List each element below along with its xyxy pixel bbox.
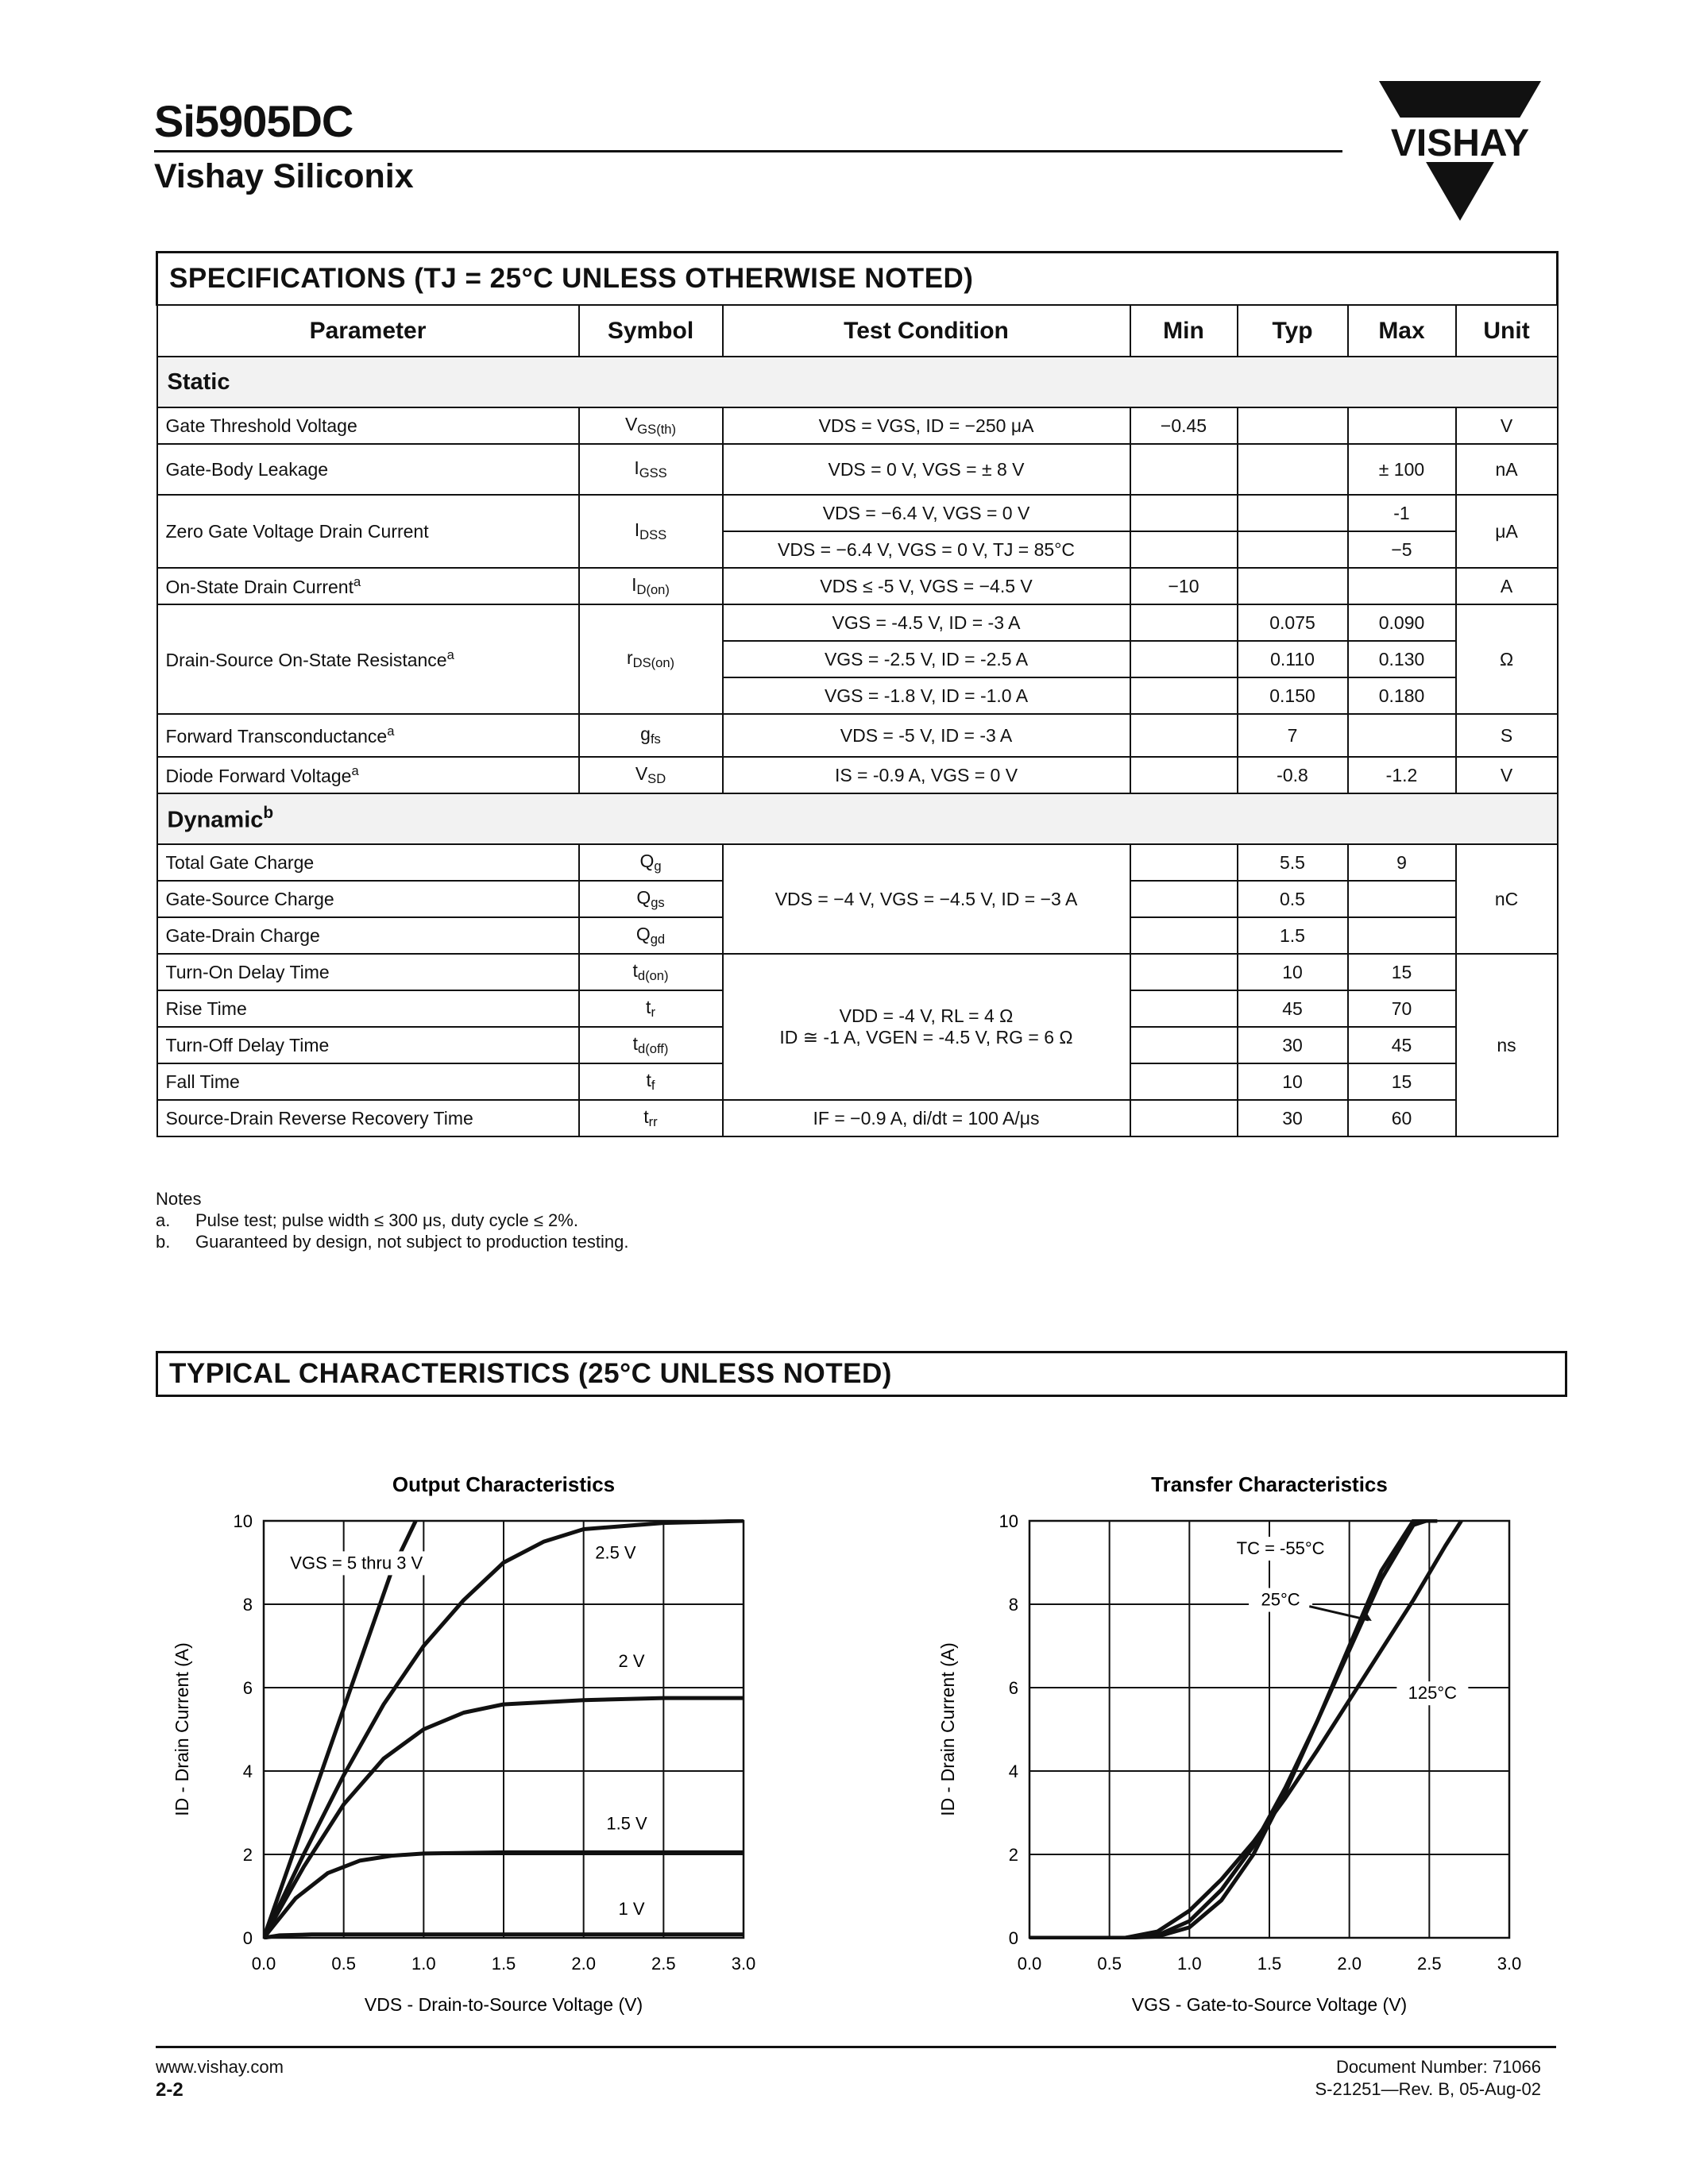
max-cell: ± 100 <box>1348 444 1456 495</box>
typical-characteristics-title: TYPICAL CHARACTERISTICS (25°C UNLESS NOTED) <box>156 1351 1567 1397</box>
x-axis-label: VGS - Gate-to-Source Voltage (V) <box>1131 1994 1408 2015</box>
unit-cell: Ω <box>1456 604 1558 714</box>
param-cell: Forward Transconductance$^a$ <box>157 714 579 757</box>
document-number: Document Number: 71066 <box>1335 2057 1541 2077</box>
max-cell: 9 <box>1348 844 1456 881</box>
revision: S-21251—Rev. B, 05-Aug-02 <box>1315 2079 1541 2099</box>
y-tick-label: 6 <box>1008 1678 1018 1698</box>
logo-text: VISHAY <box>1390 122 1530 164</box>
x-tick-label: 0.5 <box>331 1954 356 1974</box>
condition-cell: IS = -0.9 A, VGS = 0 V <box>723 757 1130 793</box>
symbol-cell: $t_r$ <box>579 990 723 1027</box>
symbol-cell: $g_{fs}$ <box>579 714 723 757</box>
unit-cell: V <box>1456 407 1558 444</box>
symbol-cell: $V_{SD}$ <box>579 757 723 793</box>
symbol-cell: $I_{GSS}$ <box>579 444 723 495</box>
symbol-cell: $t_{d(off)}$ <box>579 1027 723 1063</box>
param-cell: Zero Gate Voltage Drain Current <box>157 495 579 568</box>
typ-cell: 1.5 <box>1238 917 1348 954</box>
max-cell: -1.2 <box>1348 757 1456 793</box>
y-tick-label: 10 <box>233 1511 253 1531</box>
max-cell: 70 <box>1348 990 1456 1027</box>
symbol-cell: $Q_g$ <box>579 844 723 881</box>
footer-rule <box>156 2046 1556 2048</box>
table-row <box>157 444 1558 495</box>
condition-cell: VGS = -4.5 V, ID = -3 A <box>723 604 1130 641</box>
symbol-cell: $r_{DS(on)}$ <box>579 604 723 714</box>
x-tick-label: 0.5 <box>1097 1954 1122 1974</box>
notes <box>156 1188 628 1252</box>
typ-cell: 5.5 <box>1238 844 1348 881</box>
max-cell: 45 <box>1348 1027 1456 1063</box>
unit-cell: nA <box>1456 444 1558 495</box>
arrow-line <box>1309 1607 1368 1620</box>
series-label: TC = -55°C <box>1236 1538 1325 1558</box>
typ-cell: 45 <box>1238 990 1348 1027</box>
y-axis-label: ID - Drain Current (A) <box>937 1642 958 1816</box>
param-cell: Gate-Source Charge <box>157 881 579 917</box>
unit-cell: nC <box>1456 844 1558 954</box>
series-label: 25°C <box>1261 1589 1300 1610</box>
max-cell: 0.090 <box>1348 604 1456 641</box>
y-tick-label: 4 <box>242 1761 253 1781</box>
param-cell: Total Gate Charge <box>157 844 579 881</box>
condition-cell: VDS = VGS, ID = −250 μA <box>723 407 1130 444</box>
section-dynamic: Dynamic$^b$ <box>157 793 1558 844</box>
max-cell: 15 <box>1348 1063 1456 1100</box>
vishay-logo <box>1373 78 1547 225</box>
y-axis-label: ID - Drain Current (A) <box>172 1642 192 1816</box>
min-cell: −0.45 <box>1130 407 1238 444</box>
min-cell: −10 <box>1130 568 1238 604</box>
series-label: VGS = 5 thru 3 V <box>290 1553 423 1573</box>
param-cell: Diode Forward Voltage$^a$ <box>157 757 579 793</box>
condition-cell: VDS = −4 V, VGS = −4.5 V, ID = −3 A <box>723 844 1130 954</box>
series-line <box>1029 1521 1462 1938</box>
y-tick-label: 8 <box>1008 1595 1018 1615</box>
max-cell: 0.180 <box>1348 677 1456 714</box>
typ-cell: 10 <box>1238 1063 1348 1100</box>
condition-cell: VGS = -1.8 V, ID = -1.0 A <box>723 677 1130 714</box>
specifications-table <box>156 251 1559 1137</box>
table-row <box>157 568 1558 604</box>
y-tick-label: 2 <box>242 1845 253 1865</box>
condition-cell: VDS ≤ -5 V, VGS = −4.5 V <box>723 568 1130 604</box>
col-header-typ: Typ <box>1238 305 1348 357</box>
table-row <box>157 714 1558 757</box>
param-cell: On-State Drain Current$^a$ <box>157 568 579 604</box>
note-b-label: b. <box>156 1232 171 1252</box>
series-label: 2 V <box>618 1650 645 1671</box>
col-header-unit: Unit <box>1456 305 1558 357</box>
x-tick-label: 2.0 <box>1337 1954 1362 1974</box>
header-rule <box>154 150 1342 152</box>
param-cell: Rise Time <box>157 990 579 1027</box>
x-tick-label: 0.0 <box>251 1954 276 1974</box>
chart-title: Output Characteristics <box>392 1472 616 1496</box>
symbol-cell: $Q_{gs}$ <box>579 881 723 917</box>
y-tick-label: 0 <box>1008 1928 1018 1948</box>
table-row <box>157 407 1558 444</box>
col-header-symbol: Symbol <box>579 305 723 357</box>
param-cell: Fall Time <box>157 1063 579 1100</box>
symbol-cell: $t_{d(on)}$ <box>579 954 723 990</box>
typ-cell: 0.075 <box>1238 604 1348 641</box>
chart-title: Transfer Characteristics <box>1151 1472 1388 1496</box>
symbol-cell: $I_{D(on)}$ <box>579 568 723 604</box>
param-cell: Gate Threshold Voltage <box>157 407 579 444</box>
param-cell: Source-Drain Reverse Recovery Time <box>157 1100 579 1136</box>
x-axis-label: VDS - Drain-to-Source Voltage (V) <box>364 1994 643 2015</box>
x-tick-label: 1.0 <box>1177 1954 1202 1974</box>
table-row <box>157 954 1558 990</box>
typ-cell: 10 <box>1238 954 1348 990</box>
x-tick-label: 1.0 <box>411 1954 436 1974</box>
note-a-label: a. <box>156 1210 171 1230</box>
condition-cell: VDS = −6.4 V, VGS = 0 V, TJ = 85°C <box>723 531 1130 568</box>
max-cell: 15 <box>1348 954 1456 990</box>
switching-condition-1: VDD = -4 V, RL = 4 Ω <box>839 1005 1014 1026</box>
y-tick-label: 0 <box>242 1928 253 1948</box>
transfer-characteristics-chart <box>921 1461 1557 2025</box>
param-cell: Turn-Off Delay Time <box>157 1027 579 1063</box>
typ-cell: 30 <box>1238 1100 1348 1136</box>
switching-condition-2: ID ≅ -1 A, VGEN = -4.5 V, RG = 6 Ω <box>779 1027 1073 1048</box>
symbol-cell: $Q_{gd}$ <box>579 917 723 954</box>
symbol-cell: $t_f$ <box>579 1063 723 1100</box>
x-tick-label: 3.0 <box>731 1954 756 1974</box>
section-static: Static <box>157 357 1558 407</box>
unit-cell: V <box>1456 757 1558 793</box>
max-cell: −5 <box>1348 531 1456 568</box>
series-label: 125°C <box>1408 1683 1458 1704</box>
x-tick-label: 1.5 <box>491 1954 516 1974</box>
typ-cell: 7 <box>1238 714 1348 757</box>
note-a: Pulse test; pulse width ≤ 300 μs, duty cycle ≤ 2%. <box>195 1210 578 1230</box>
max-cell: 0.130 <box>1348 641 1456 677</box>
footer-url[interactable]: www.vishay.com <box>156 2057 284 2077</box>
symbol-cell: $I_{DSS}$ <box>579 495 723 568</box>
series-line <box>264 1521 415 1938</box>
col-header-parameter: Parameter <box>157 305 579 357</box>
page-number: 2-2 <box>156 2079 183 2101</box>
col-header-test-condition: Test Condition <box>723 305 1130 357</box>
param-cell: Gate-Drain Charge <box>157 917 579 954</box>
y-tick-label: 10 <box>999 1511 1018 1531</box>
part-number: Si5905DC <box>154 96 353 146</box>
typ-cell: 30 <box>1238 1027 1348 1063</box>
condition-cell: VGS = -2.5 V, ID = -2.5 A <box>723 641 1130 677</box>
y-tick-label: 8 <box>242 1595 253 1615</box>
typ-cell: 0.150 <box>1238 677 1348 714</box>
manufacturer-name: Vishay Siliconix <box>154 157 414 195</box>
typ-cell: -0.8 <box>1238 757 1348 793</box>
table-row <box>157 604 1558 641</box>
max-cell: -1 <box>1348 495 1456 531</box>
note-b: Guaranteed by design, not subject to production testing. <box>195 1232 629 1252</box>
series-label: 2.5 V <box>595 1542 636 1563</box>
y-tick-label: 2 <box>1008 1845 1018 1865</box>
series-line <box>1029 1521 1426 1938</box>
param-cell: Turn-On Delay Time <box>157 954 579 990</box>
unit-cell: A <box>1456 568 1558 604</box>
condition-cell: VDS = 0 V, VGS = ± 8 V <box>723 444 1130 495</box>
symbol-cell: $V_{GS(th)}$ <box>579 407 723 444</box>
unit-cell: ns <box>1456 954 1558 1136</box>
spec-table-title: SPECIFICATIONS (TJ = 25°C UNLESS OTHERWISE NOTED) <box>157 253 1558 306</box>
condition-cell: VDS = -5 V, ID = -3 A <box>723 714 1130 757</box>
col-header-max: Max <box>1348 305 1456 357</box>
series-label: 1.5 V <box>606 1813 647 1834</box>
condition-cell: IF = −0.9 A, di/dt = 100 A/μs <box>723 1100 1130 1136</box>
x-tick-label: 1.5 <box>1257 1954 1282 1974</box>
symbol-cell: $t_{rr}$ <box>579 1100 723 1136</box>
unit-cell: S <box>1456 714 1558 757</box>
series-label: 1 V <box>618 1899 645 1920</box>
x-tick-label: 0.0 <box>1017 1954 1042 1974</box>
typ-cell: 0.5 <box>1238 881 1348 917</box>
x-tick-label: 2.5 <box>1417 1954 1442 1974</box>
table-row <box>157 1100 1558 1136</box>
table-row <box>157 757 1558 793</box>
notes-title: Notes <box>156 1189 202 1209</box>
condition-cell <box>723 954 1130 1100</box>
x-tick-label: 2.0 <box>571 1954 596 1974</box>
unit-cell: μA <box>1456 495 1558 568</box>
y-tick-label: 4 <box>1008 1761 1018 1781</box>
condition-cell: VDS = −6.4 V, VGS = 0 V <box>723 495 1130 531</box>
y-tick-label: 6 <box>242 1678 253 1698</box>
col-header-min: Min <box>1130 305 1238 357</box>
max-cell: 60 <box>1348 1100 1456 1136</box>
output-characteristics-chart <box>156 1461 791 2025</box>
table-row <box>157 495 1558 531</box>
table-row <box>157 844 1558 881</box>
x-tick-label: 2.5 <box>651 1954 676 1974</box>
x-tick-label: 3.0 <box>1497 1954 1522 1974</box>
param-cell: Gate-Body Leakage <box>157 444 579 495</box>
param-cell: Drain-Source On-State Resistance$^a$ <box>157 604 579 714</box>
typ-cell: 0.110 <box>1238 641 1348 677</box>
